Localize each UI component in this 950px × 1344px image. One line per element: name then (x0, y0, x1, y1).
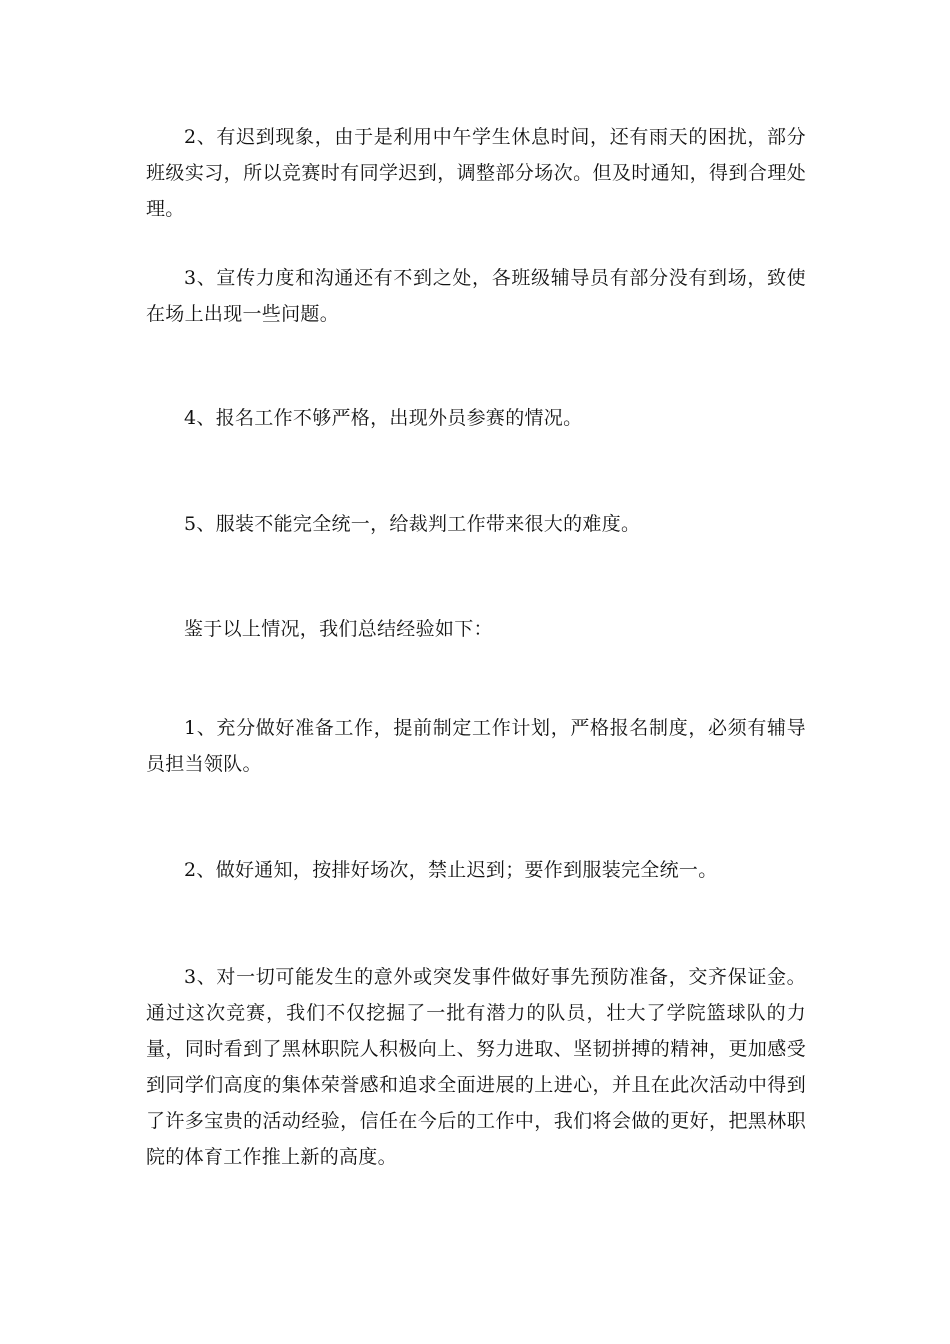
paragraph-publicity-communication: 3、宣传力度和沟通还有不到之处，各班级辅导员有部分没有到场，致使在场上出现一些问题。 (146, 267, 806, 325)
paragraph-late-arrival: 2、有迟到现象，由于是利用中午学生休息时间，还有雨天的困扰，部分班级实习，所以竞赛时有同学迟到，调整部分场次。但及时通知，得到合理处理。 (146, 126, 806, 220)
paragraph-registration: 4、报名工作不够严格，出现外员参赛的情况。 (184, 407, 583, 429)
paragraph-lesson-preparation: 1、充分做好准备工作，提前制定工作计划，严格报名制度，必须有辅导员担当领队。 (146, 717, 806, 775)
paragraph-lesson-prevention-conclusion: 3、对一切可能发生的意外或突发事件做好事先预防准备，交齐保证金。通过这次竞赛，我们不仅挖掘了一批有潜力的队员，壮大了学院篮球队的力量，同时看到了黑林职院人积极向上、努力进取、坚韧拼搏的精神，更加感受到同学们高度的集体荣誉感和追求全面进展的上进心，并且在此次活动中得到了许多宝贵的活动经验，信任在今后的工作中，我们将会做的更好，把黑林职院的体育工作推上新的高度。 (146, 966, 806, 1168)
paragraph-summary-intro: 鉴于以上情况，我们总结经验如下： (184, 618, 493, 640)
paragraph-uniform: 5、服装不能完全统一，给裁判工作带来很大的难度。 (184, 513, 641, 535)
paragraph-lesson-notification: 2、做好通知，按排好场次，禁止迟到；要作到服装完全统一。 (184, 859, 718, 881)
